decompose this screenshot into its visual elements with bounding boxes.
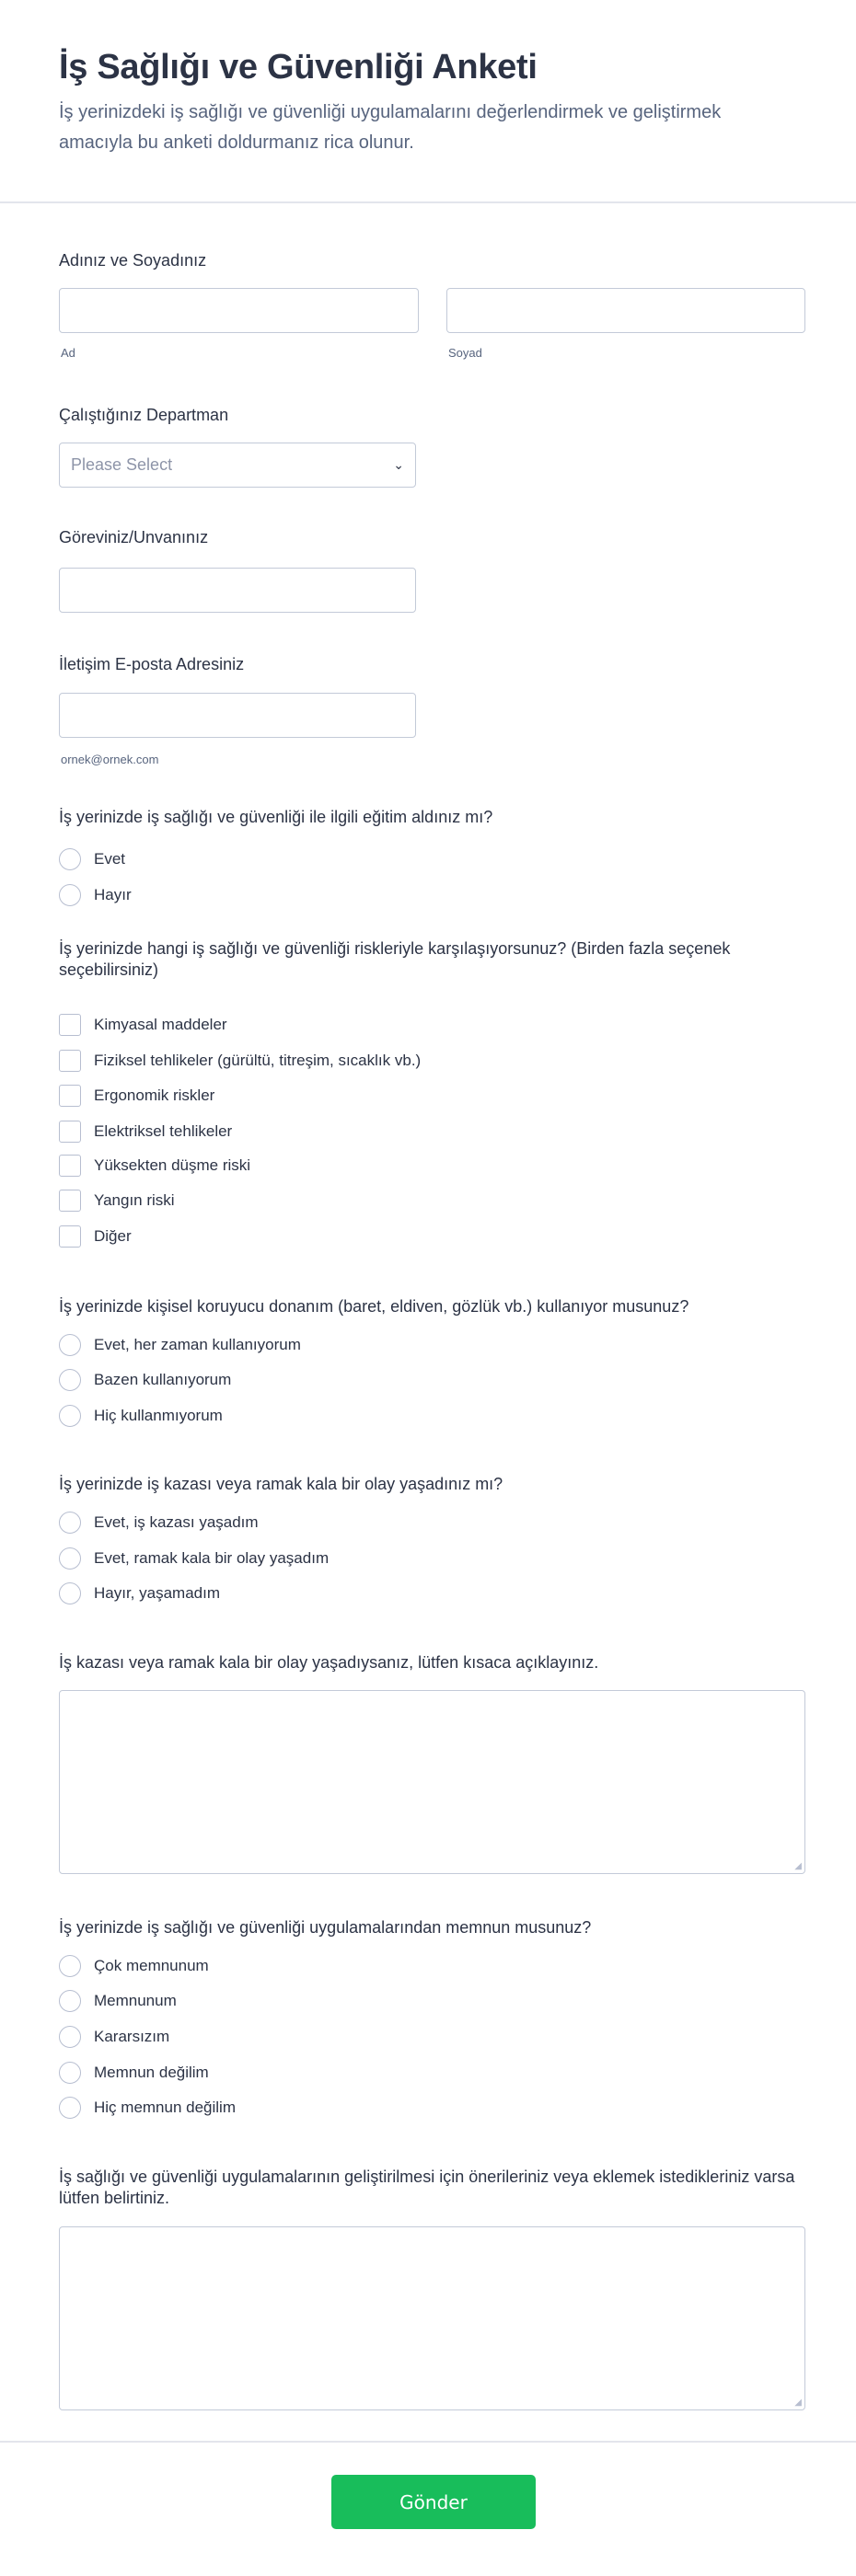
option-label: Kararsızım (94, 2028, 170, 2045)
radio-button[interactable] (59, 1547, 81, 1570)
checkbox-option[interactable] (59, 1121, 232, 1143)
option-label: Evet (94, 850, 126, 868)
email-label: İletişim E-posta Adresiniz (59, 655, 245, 673)
option-label: Çok memnunum (94, 1957, 209, 1974)
checkbox[interactable] (59, 1050, 81, 1072)
option-label: Memnunum (94, 1992, 177, 2009)
option-label: Diğer (94, 1227, 132, 1245)
option-label: Kimyasal maddeler (94, 1016, 227, 1033)
radio-button[interactable] (59, 884, 81, 906)
header-divider (0, 201, 856, 203)
first-name-sublabel: Ad (61, 346, 75, 360)
checkbox[interactable] (59, 1121, 81, 1143)
chevron-down-icon: ⌄ (393, 457, 404, 472)
checkbox-option[interactable] (59, 1050, 421, 1072)
answer-textarea[interactable] (59, 2226, 805, 2410)
checkbox-option[interactable] (59, 1190, 175, 1212)
email-input[interactable] (59, 693, 416, 738)
option-label: Evet, iş kazası yaşadım (94, 1513, 259, 1531)
checkbox[interactable] (59, 1014, 81, 1036)
option-label: Bazen kullanıyorum (94, 1371, 232, 1388)
option-label: Hayır (94, 886, 132, 903)
option-label: Hiç kullanmıyorum (94, 1407, 223, 1424)
department-select[interactable] (59, 443, 416, 488)
radio-option[interactable] (59, 2062, 209, 2084)
radio-option[interactable] (59, 1582, 220, 1604)
option-label: Yangın riski (94, 1191, 175, 1209)
radio-button[interactable] (59, 2097, 81, 2119)
option-label: Evet, ramak kala bir olay yaşadım (94, 1549, 330, 1567)
radio-button[interactable] (59, 1369, 81, 1391)
radio-option[interactable] (59, 884, 132, 906)
radio-button[interactable] (59, 2062, 81, 2084)
question-label: İş yerinizde iş sağlığı ve güvenliği ile ilgili eğitim aldınız mı? (59, 808, 493, 826)
radio-option[interactable] (59, 2097, 236, 2119)
resize-handle-icon[interactable]: ◢ (794, 2398, 802, 2408)
radio-option[interactable] (59, 1405, 223, 1427)
checkbox-option[interactable] (59, 1225, 132, 1248)
radio-option[interactable] (59, 1369, 231, 1391)
department-label: Çalıştığınız Departman (59, 406, 229, 424)
last-name-sublabel: Soyad (448, 346, 482, 360)
checkbox[interactable] (59, 1190, 81, 1212)
name-label: Adınız ve Soyadınız (59, 251, 207, 270)
question-label: İş yerinizde hangi iş sağlığı ve güvenliği riskleriyle karşılaşıyorsunuz? (Birden fazla seçenek seçebilirsiniz) (59, 939, 731, 979)
radio-option[interactable] (59, 1990, 177, 2012)
position-input[interactable] (59, 568, 416, 613)
question-label: İş yerinizde iş kazası veya ramak kala bir olay yaşadınız mı? (59, 1475, 503, 1493)
checkbox-option[interactable] (59, 1155, 250, 1177)
answer-textarea[interactable] (59, 1690, 805, 1874)
option-label: Memnun değilim (94, 2064, 209, 2081)
checkbox[interactable] (59, 1225, 81, 1248)
radio-option[interactable] (59, 1547, 329, 1570)
submit-button[interactable]: Gönder (331, 2475, 536, 2529)
option-label: Hiç memnun değilim (94, 2099, 236, 2116)
checkbox[interactable] (59, 1155, 81, 1177)
radio-button[interactable] (59, 1990, 81, 2012)
last-name-input[interactable] (446, 288, 805, 333)
radio-option[interactable] (59, 2026, 169, 2048)
form-description: İş yerinizdeki iş sağlığı ve güvenliği uygulamalarını değerlendirmek ve geliştirmek amacıyla bu anketi doldurmanız rica olunur. (59, 102, 722, 153)
radio-option[interactable] (59, 1334, 301, 1356)
checkbox-option[interactable] (59, 1085, 214, 1107)
option-label: Evet, her zaman kullanıyorum (94, 1336, 301, 1353)
checkbox-option[interactable] (59, 1014, 227, 1036)
radio-button[interactable] (59, 1334, 81, 1356)
question-label: İş yerinizde iş sağlığı ve güvenliği uygulamalarından memnun musunuz? (59, 1918, 592, 1937)
option-label: Hayır, yaşamadım (94, 1584, 220, 1602)
question-label: İş sağlığı ve güvenliği uygulamalarının geliştirilmesi için önerileriniz veya eklemek istedikleriniz varsa lütfen belirtiniz. (59, 2168, 795, 2207)
radio-button[interactable] (59, 2026, 81, 2048)
radio-button[interactable] (59, 1955, 81, 1977)
resize-handle-icon[interactable]: ◢ (794, 1861, 802, 1871)
position-label: Göreviniz/Unvanınız (59, 528, 209, 546)
option-label: Yüksekten düşme riski (94, 1156, 251, 1174)
checkbox[interactable] (59, 1085, 81, 1107)
radio-option[interactable] (59, 848, 125, 870)
radio-button[interactable] (59, 1405, 81, 1427)
radio-option[interactable] (59, 1512, 259, 1534)
department-placeholder: Please Select (71, 455, 173, 474)
radio-option[interactable] (59, 1955, 209, 1977)
radio-button[interactable] (59, 1512, 81, 1534)
question-label: İş kazası veya ramak kala bir olay yaşadıysanız, lütfen kısaca açıklayınız. (59, 1653, 599, 1672)
footer-divider (0, 2441, 856, 2443)
option-label: Fiziksel tehlikeler (gürültü, titreşim, sıcaklık vb.) (94, 1052, 422, 1069)
option-label: Ergonomik riskler (94, 1087, 215, 1104)
email-sublabel: ornek@ornek.com (61, 753, 159, 766)
radio-button[interactable] (59, 1582, 81, 1604)
first-name-input[interactable] (59, 288, 419, 333)
option-label: Elektriksel tehlikeler (94, 1122, 233, 1140)
form-title: İş Sağlığı ve Güvenliği Anketi (59, 48, 538, 86)
radio-button[interactable] (59, 848, 81, 870)
question-label: İş yerinizde kişisel koruyucu donanım (baret, eldiven, gözlük vb.) kullanıyor musunuz? (59, 1297, 689, 1316)
